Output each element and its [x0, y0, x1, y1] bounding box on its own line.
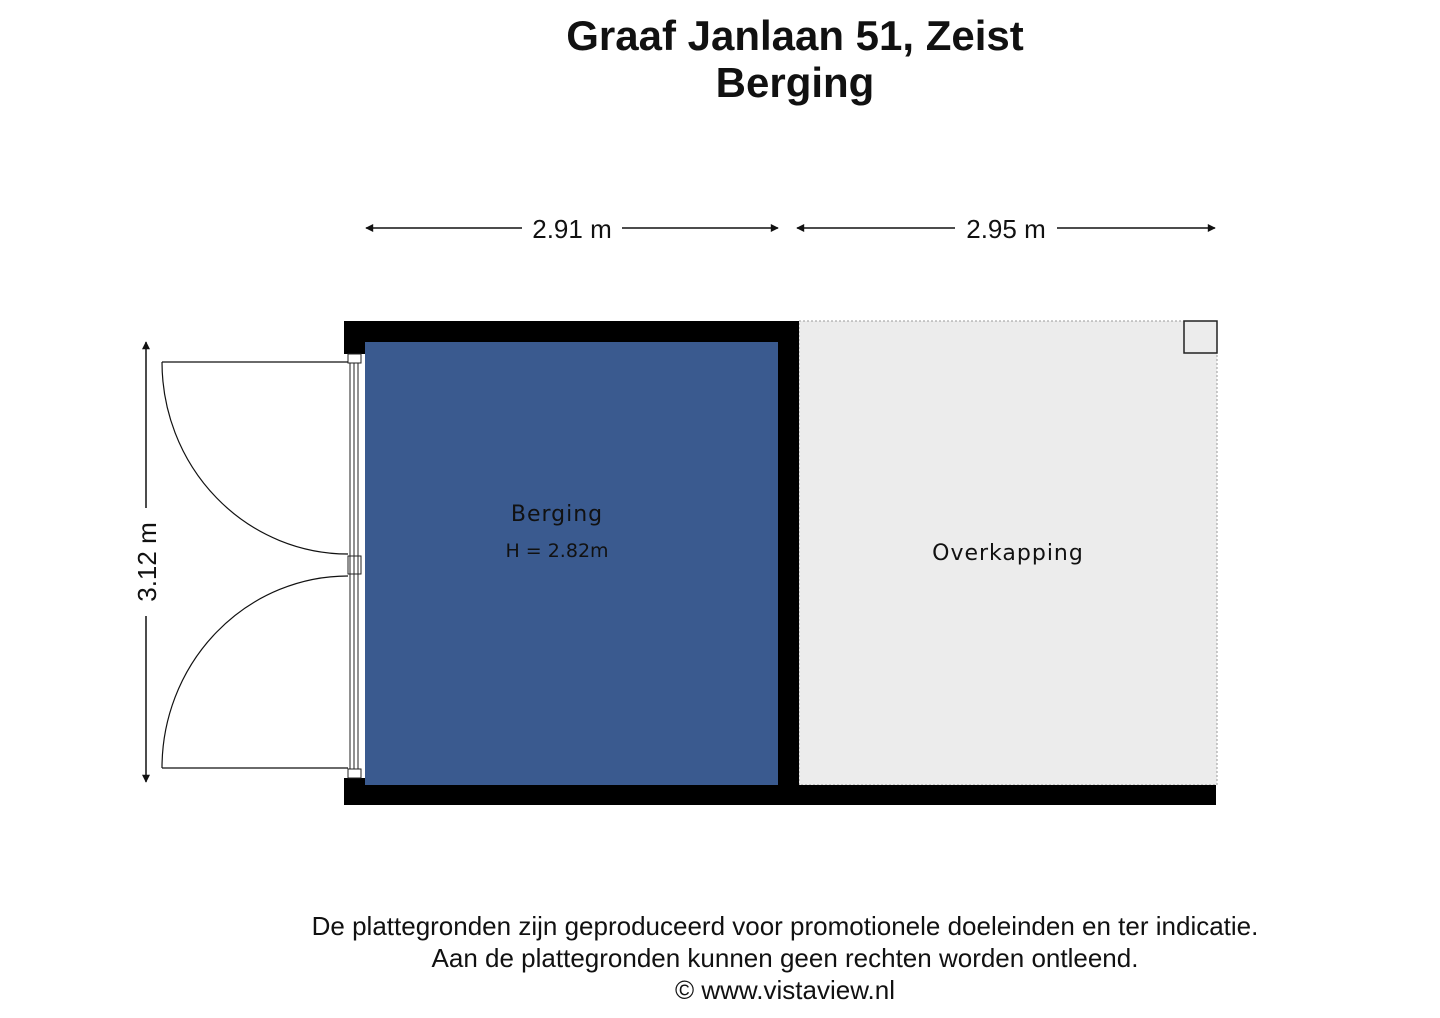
wall-left-top-stub: [344, 342, 365, 354]
door-frame: [348, 354, 361, 778]
berging-label: Berging: [510, 502, 604, 527]
disclaimer-line-2: Aan de plattegronden kunnen geen rechten worden ontleend.: [431, 943, 1139, 973]
address-title: Graaf Janlaan 51, Zeist: [566, 12, 1024, 59]
copyright-line: © www.vistaview.nl: [675, 975, 895, 1005]
dimension-width-right: [797, 214, 1215, 244]
dimension-width-left: [366, 214, 778, 244]
overkapping-label: Overkapping: [932, 541, 1084, 566]
disclaimer-line-1: De plattegronden zijn geproduceerd voor promotionele doeleinden en ter indicatie.: [311, 911, 1259, 941]
dimension-depth: [132, 342, 162, 782]
wall-left-bottom-stub: [344, 778, 365, 788]
corner-post: [1184, 321, 1217, 353]
width-right-label: 2.95 m: [966, 214, 1046, 244]
double-door: [162, 362, 348, 768]
floor-title: Berging: [715, 59, 875, 106]
berging-height-label: H = 2.82m: [505, 540, 609, 562]
berging-room: [365, 342, 778, 785]
width-left-label: 2.91 m: [532, 214, 612, 244]
wall-top: [344, 321, 799, 342]
wall-middle: [778, 321, 799, 805]
wall-bottom: [344, 785, 1216, 805]
depth-label: 3.12 m: [132, 522, 162, 602]
